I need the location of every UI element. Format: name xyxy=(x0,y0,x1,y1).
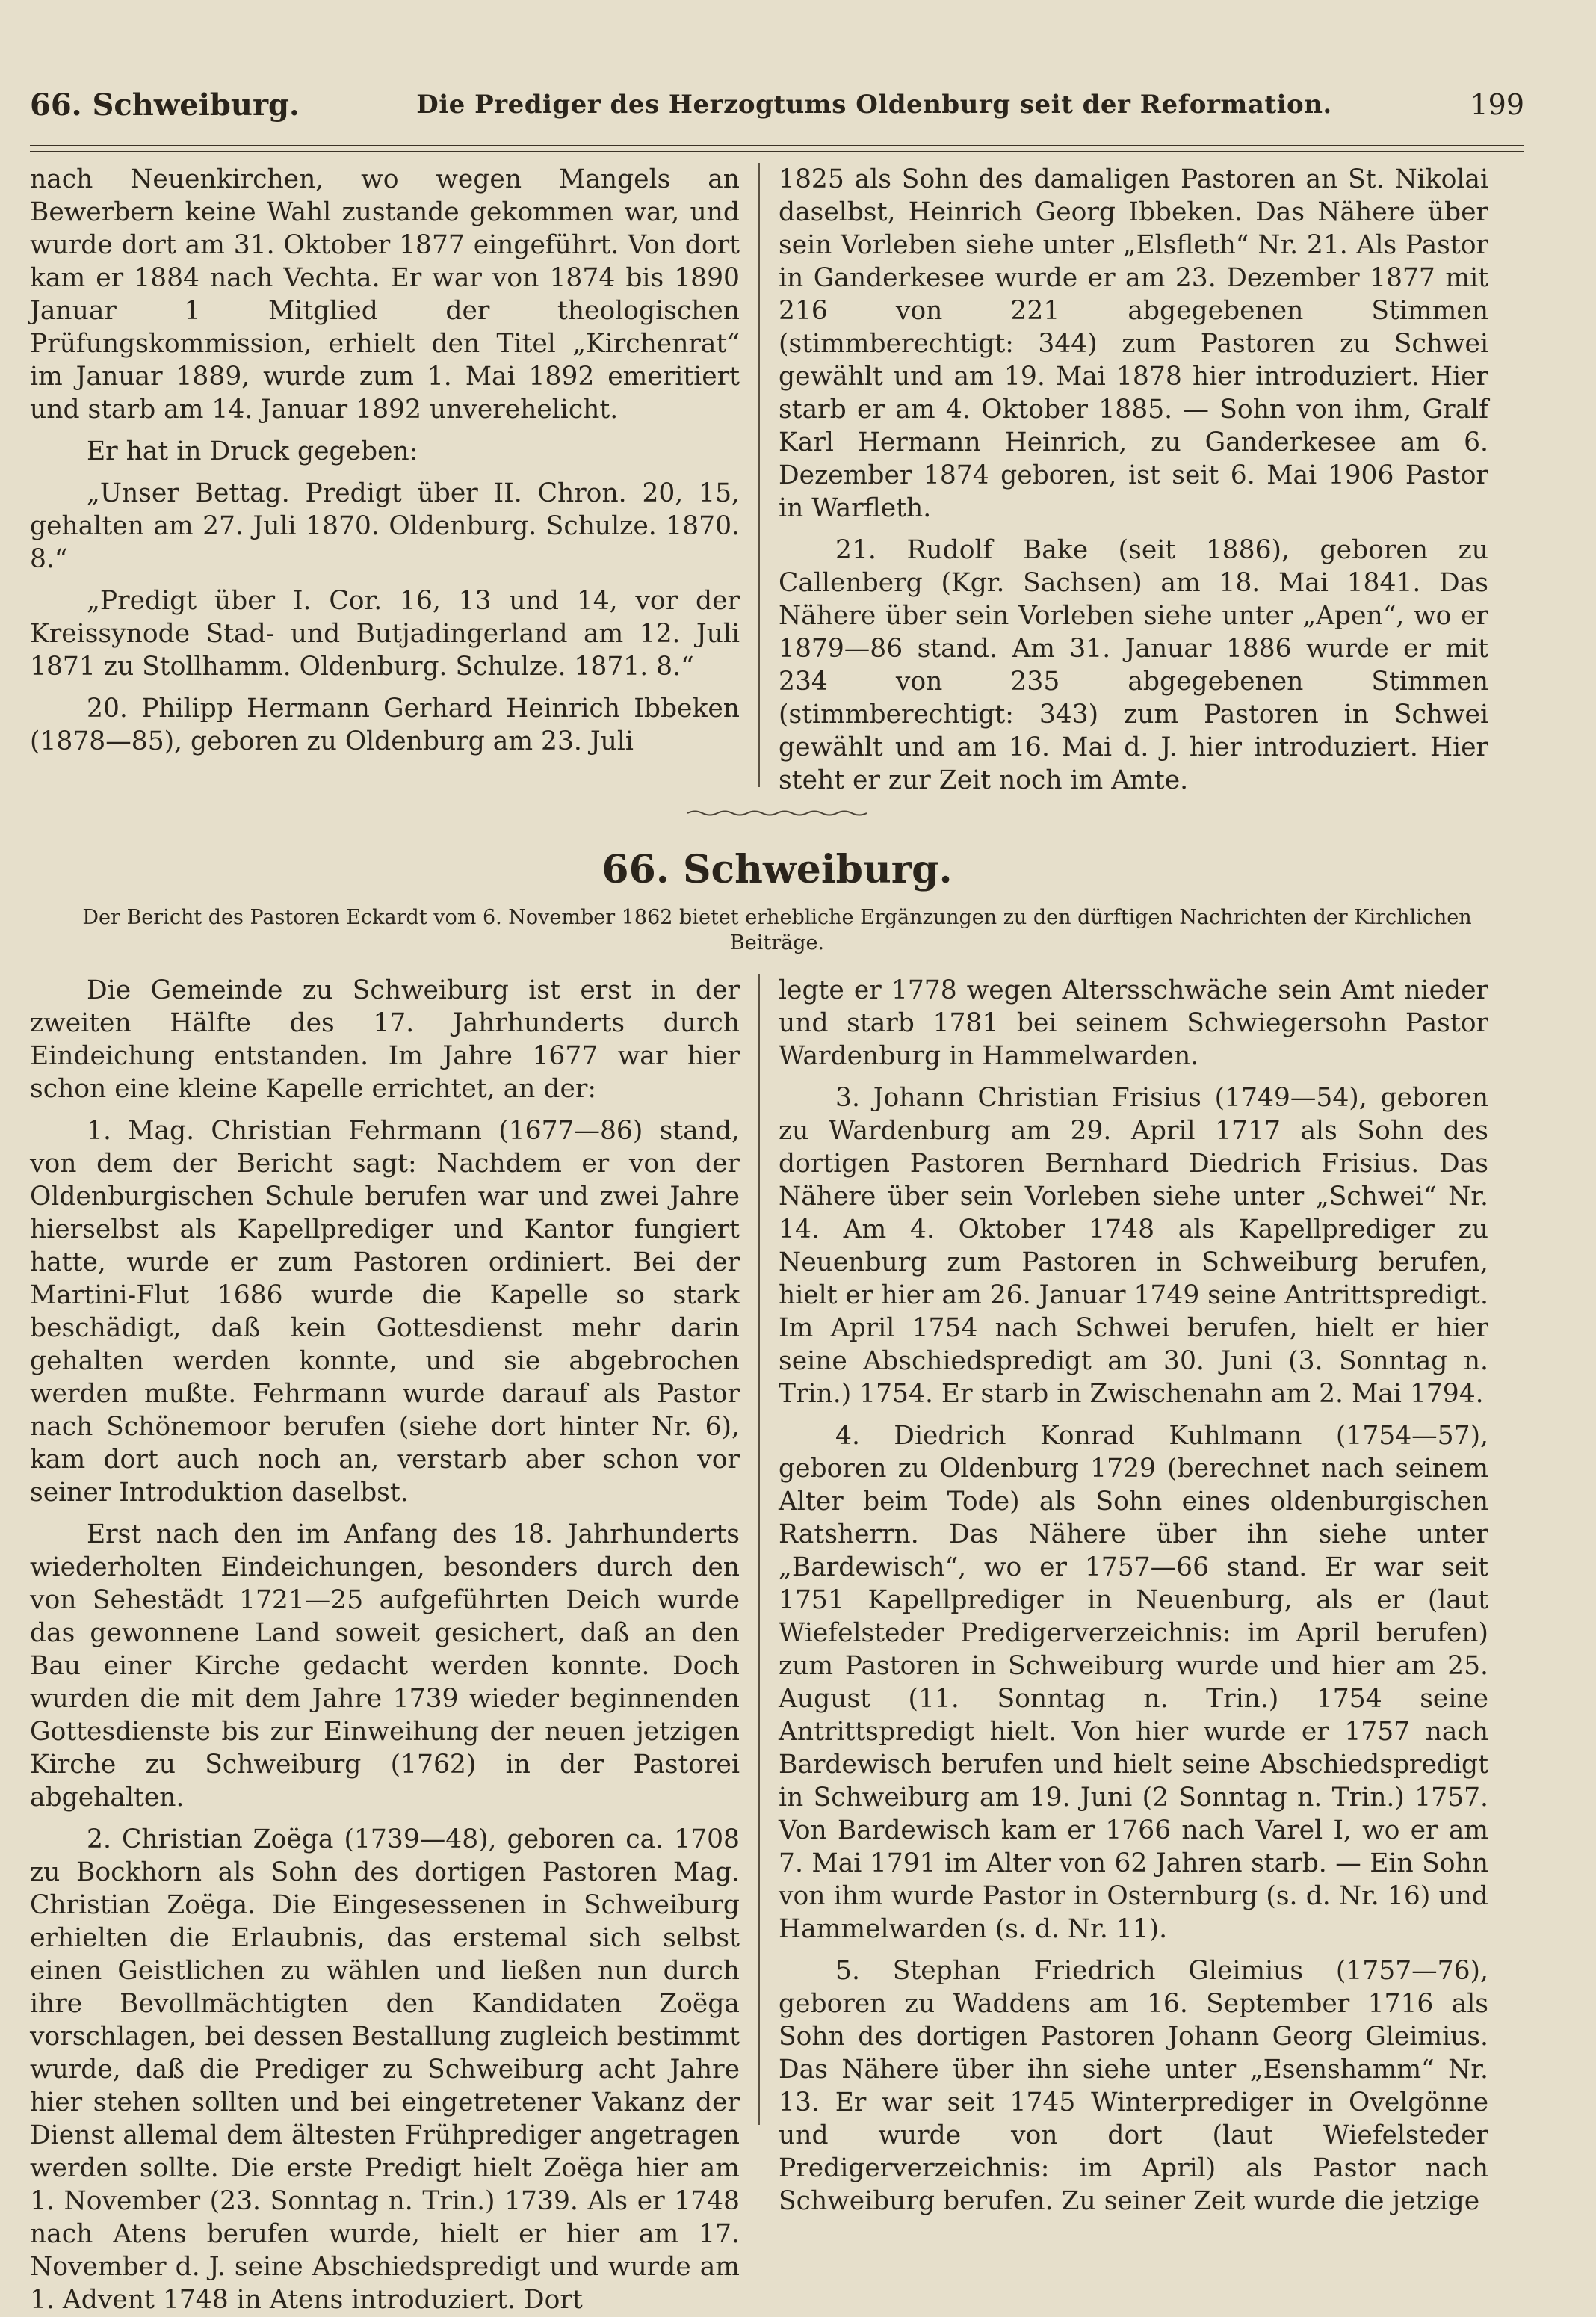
column-divider xyxy=(758,974,760,2125)
paragraph: 1. Mag. Christian Fehrmann (1677—86) stand, von dem der Bericht sagt: Nachdem er von der Oldenburgischen Schule berufen war und zwei Jahre hierselbst als Kapellprediger und Kantor fungiert hatte, wurde er zum Pastoren ordiniert. Bei der Martini-Flut 1686 wurde die Kapelle so stark beschädigt, daß kein Gottesdienst mehr darin gehalten werden konnte, und sie abgebrochen werden mußte. Fehrmann wurde darauf als Pastor nach Schönemoor berufen (siehe dort hinter Nr. 6), kam dort auch noch an, verstarb aber schon vor seiner Introduktion daselbst. xyxy=(30,1116,740,1508)
paragraph: nach Neuenkirchen, wo wegen Mangels an Bewerbern keine Wahl zustande gekommen war, und wurde dort am 31. Oktober 1877 eingeführt. Von dort kam er 1884 nach Vechta. Er war von 1874 bis 1890 Januar 1 Mitglied der theologischen Prüfungskommission, erhielt den Titel „Kirchenrat“ im Januar 1889, wurde zum 1. Mai 1892 emeritiert und starb am 14. Januar 1892 unverehelicht. xyxy=(30,164,740,425)
paragraph: Erst nach den im Anfang des 18. Jahrhunderts wiederholten Eindeichungen, besonders durch den von Sehestädt 1721—25 aufgeführten Deich wurde das gewonnene Land soweit gesichert, daß an den Bau einer Kirche gedacht werden konnte. Doch wurden die mit dem Jahre 1739 wieder beginnenden Gottesdienste bis zur Einweihung der neuen jetzigen Kirche zu Schweiburg (1762) in der Pastorei abgehalten. xyxy=(30,1520,740,1812)
header-section-label: 66. Schweiburg. xyxy=(30,87,300,123)
bottom-left-column xyxy=(30,974,740,2315)
column-gutter xyxy=(740,163,779,787)
running-header xyxy=(30,75,1524,135)
paragraph: 4. Diedrich Konrad Kuhlmann (1754—57), geboren zu Oldenburg 1729 (berechnet nach seinem Alter beim Tode) als Sohn eines oldenburgischen Ratsherrn. Das Nähere über ihn siehe unter „Bardewisch“, wo er 1757—66 stand. Er war seit 1751 Kapellprediger in Neuenburg, als er (laut Wiefelsteder Predigerverzeichnis: im April berufen) zum Pastoren in Schweiburg wurde und hier am 25. August (11. Sonntag n. Trin.) 1754 seine Antrittspredigt hielt. Von hier wurde er 1757 nach Bardewisch berufen und hielt seine Abschiedspredigt in Schweiburg am 19. Juni (2 Sonntag n. Trin.) 1757. Von Bardewisch kam er 1766 nach Varel I, wo er am 7. Mai 1791 im Alter von 62 Jahren starb. — Ein Sohn von ihm wurde Pastor in Osternburg (s. d. Nr. 16) und Hammelwarden (s. d. Nr. 11). xyxy=(779,1421,1488,1944)
paragraph: „Predigt über I. Cor. 16, 13 und 14, vor der Kreissynode Stad- und Butjadingerland am 12. Juli 1871 zu Stollhamm. Oldenburg. Schulze. 1871. 8.“ xyxy=(30,586,740,682)
column-divider xyxy=(758,163,760,787)
section-separator xyxy=(30,787,1524,839)
paragraph: 3. Johann Christian Frisius (1749—54), geboren zu Wardenburg am 29. April 1717 als Sohn des dortigen Pastoren Bernhard Diedrich Frisius. Das Nähere über sein Vorleben siehe unter „Schwei“ Nr. 14. Am 4. Oktober 1748 als Kapellprediger zu Neuenburg zum Pastoren in Schweiburg berufen, hielt er hier am 26. Januar 1749 seine Antrittspredigt. Im April 1754 nach Schwei berufen, hielt er hier seine Abschiedspredigt am 30. Juni (3. Sonntag n. Trin.) 1754. Er starb in Zwischenahn am 2. Mai 1794. xyxy=(779,1083,1488,1409)
paragraph: „Unser Bettag. Predigt über II. Chron. 20, 15, gehalten am 27. Juli 1870. Oldenburg. Schulze. 1870. 8.“ xyxy=(30,478,740,574)
paragraph: Er hat in Druck gegeben: xyxy=(87,436,418,466)
page-number: 199 xyxy=(1470,88,1524,121)
wavy-ornament xyxy=(687,809,867,817)
bottom-right-column xyxy=(779,974,1488,2216)
paragraph: 1825 als Sohn des damaligen Pastoren an St. Nikolai daselbst, Heinrich Georg Ibbeken. Das Nähere über sein Vorleben siehe unter „Elsfleth“ Nr. 21. Als Pastor in Ganderkesee wurde er am 23. Dezember 1877 mit 216 von 221 abgegebenen Stimmen (stimmberechtigt: 344) zum Pastoren zu Schwei gewählt und am 19. Mai 1878 hier introduziert. Hier starb er am 4. Oktober 1885. — Sohn von ihm, Gralf Karl Hermann Heinrich, zu Ganderkesee am 6. Dezember 1874 geboren, ist seit 6. Mai 1906 Pastor in Warfleth. xyxy=(779,164,1488,523)
paragraph: Die Gemeinde zu Schweiburg ist erst in der zweiten Hälfte des 17. Jahrhunderts durch Eindeichung entstanden. Im Jahre 1677 war hier schon eine kleine Kapelle errichtet, an der: xyxy=(30,975,740,1104)
header-book-title: Die Prediger des Herzogtums Oldenburg seit der Reformation. xyxy=(416,90,1332,120)
top-columns xyxy=(30,163,1524,795)
column-gutter xyxy=(740,974,779,2125)
section-heading: 66. Schweiburg. xyxy=(601,847,953,892)
top-right-column xyxy=(779,163,1488,795)
section-intro: Der Bericht des Pastoren Eckardt vom 6. November 1862 bietet erhebliche Ergänzungen zu den dürftigen Nachrichten der Kirchlichen Beiträge. xyxy=(82,906,1472,954)
paragraph: 21. Rudolf Bake (seit 1886), geboren zu Callenberg (Kgr. Sachsen) am 18. Mai 1841. Das Nähere über sein Vorleben siehe unter „Apen“, wo er 1879—86 stand. Am 31. Januar 1886 wurde er mit 234 von 235 abgegebenen Stimmen (stimmberechtigt: 343) zum Pastoren in Schwei gewählt und am 16. Mai d. J. hier introduziert. Hier steht er zur Zeit noch im Amte. xyxy=(779,535,1488,795)
bottom-columns xyxy=(30,974,1524,2315)
top-left-column xyxy=(30,163,740,787)
paragraph: legte er 1778 wegen Altersschwäche sein Amt nieder und starb 1781 bei seinem Schwiegersohn Pastor Wardenburg in Hammelwarden. xyxy=(779,975,1488,1071)
paragraph: 20. Philipp Hermann Gerhard Heinrich Ibbeken (1878—85), geboren zu Oldenburg am 23. Juli xyxy=(30,694,740,756)
header-double-rule xyxy=(30,145,1524,152)
paragraph: 5. Stephan Friedrich Gleimius (1757—76), geboren zu Waddens am 16. September 1716 als Sohn des dortigen Pastoren Johann Georg Gleimius. Das Nähere über ihn siehe unter „Esenshamm“ Nr. 13. Er war seit 1745 Winterprediger in Ovelgönne und wurde von dort (laut Wiefelsteder Predigerverzeichnis: im April) als Pastor nach Schweiburg berufen. Zu seiner Zeit wurde die jetzige xyxy=(779,1956,1488,2216)
paragraph: 2. Christian Zoëga (1739—48), geboren ca. 1708 zu Bockhorn als Sohn des dortigen Pastoren Mag. Christian Zoëga. Die Eingesessenen in Schweiburg erhielten die Erlaubnis, das erstemal sich selbst einen Geistlichen zu wählen und ließen nun durch ihre Bevollmächtigten den Kandidaten Zoëga vorschlagen, bei dessen Bestallung zugleich bestimmt wurde, daß die Prediger zu Schweiburg acht Jahre hier stehen sollten und bei eingetretener Vakanz der Dienst allemal dem ältesten Frühprediger angetragen werden sollte. Die erste Predigt hielt Zoëga hier am 1. November (23. Sonntag n. Trin.) 1739. Als er 1748 nach Atens berufen wurde, hielt er hier am 17. November d. J. seine Abschiedspredigt und wurde am 1. Advent 1748 in Atens introduziert. Dort xyxy=(30,1824,740,2315)
